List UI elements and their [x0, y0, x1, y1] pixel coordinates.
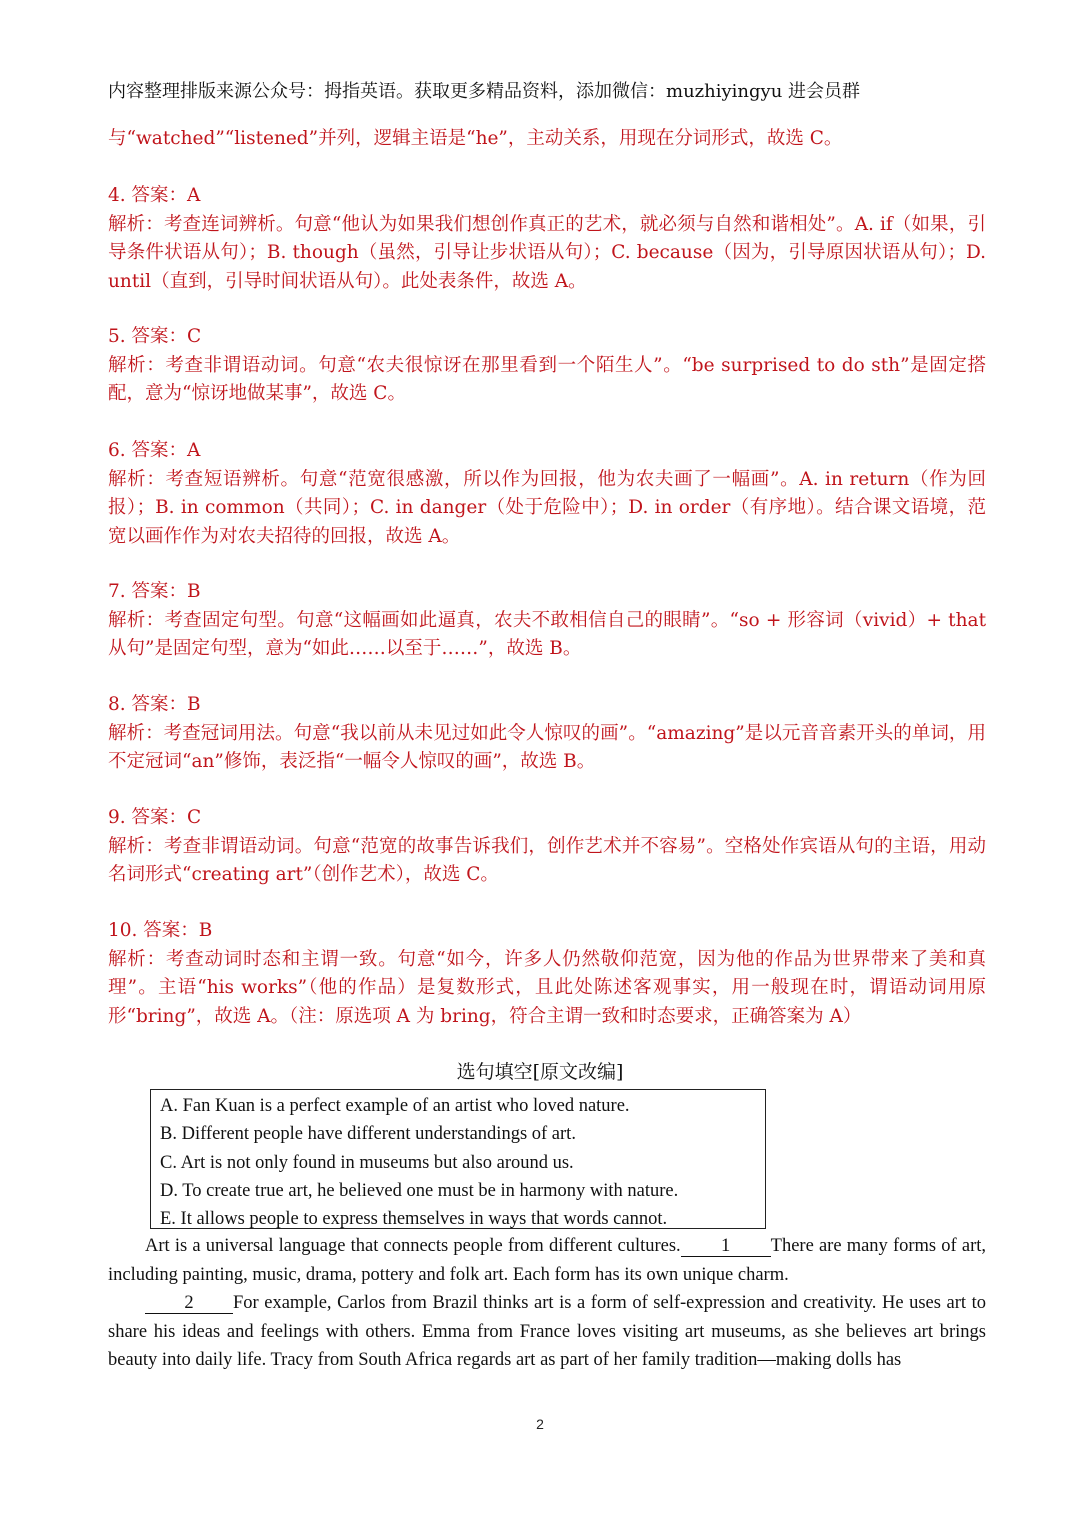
answer-heading: 10. 答案：B: [108, 920, 213, 941]
option-c: C. Art is not only found in museums but also around us.: [160, 1152, 574, 1173]
answer-item-4: [108, 182, 986, 296]
answer-explanation: 解析：考查连词辨析。句意“他认为如果我们想创作真正的艺术，就必须与自然和谐相处”。A. if（如果，引导条件状语从句）；B. though（虽然，引导让步状语从句）；C. because（因为，引导原因状语从句）；D. until（直到，引导时间状语从句）。此处表条件，故选 A。: [108, 213, 986, 292]
answer-heading: 9. 答案：C: [108, 807, 202, 828]
passage-text: For example, Carlos from Brazil thinks art is a form of self-expression and creativity. He uses art to share his ideas and feelings with others. Emma from France loves visiting art museums, as she believes art brings beauty into daily life. Tracy from South Africa regards art as part of her family tradition—making dolls has: [108, 1293, 986, 1370]
answer-explanation: 解析：考查固定句型。句意“这幅画如此逼真，农夫不敢相信自己的眼睛”。“so + 形容词（vivid）+ that 从句”是固定句型，意为“如此……以至于……”，故选 B。: [108, 609, 986, 659]
answer-item-9: [108, 804, 986, 890]
answer-explanation: 解析：考查短语辨析。句意“范宽很感激，所以作为回报，他为农夫画了一幅画”。A. in return（作为回报）；B. in common（共同）；C. in danger（处于危险中）；D. in order（有序地）。结合课文语境，范宽以画作作为对农夫招待的回报，故选 A。: [108, 468, 986, 547]
answer-explanation: 解析：考查动词时态和主谓一致。句意“如今，许多人仍然敬仰范宽，因为他的作品为世界带来了美和真理”。主语“his works”（他的作品）是复数形式，且此处陈述客观事实，用一般现在时，谓语动词用原形“bring”，故选 A。（注：原选项 A 为 bring，符合主谓一致和时态要求，正确答案为 A）: [108, 948, 986, 1027]
answer-heading: 6. 答案：A: [108, 440, 201, 461]
answer-explanation: 解析：考查非谓语动词。句意“农夫很惊讶在那里看到一个陌生人”。“be surprised to do sth”是固定搭配，意为“惊讶地做某事”，故选 C。: [108, 354, 986, 404]
answer-item-10: [108, 917, 986, 1031]
continuation-text: 与“watched”“listened”并列，逻辑主语是“he”，主动关系，用现在分词形式，故选 C。: [108, 128, 843, 149]
option-a: A. Fan Kuan is a perfect example of an artist who loved nature.: [160, 1096, 630, 1116]
passage-text: There are many forms of art, including painting, music, drama, pottery and folk art. Each form has its own unique charm.: [108, 1236, 986, 1285]
answer-heading: 7. 答案：B: [108, 581, 201, 602]
blank-2[interactable]: 2: [145, 1293, 233, 1314]
page-header: 内容整理排版来源公众号：拇指英语。获取更多精品资料，添加微信：muzhiyingyu 进会员群: [108, 81, 861, 102]
blank-1[interactable]: 1: [681, 1236, 771, 1257]
answer-item-6: [108, 437, 986, 551]
answer-explanation: 解析：考查冠词用法。句意“我以前从未见过如此令人惊叹的画”。“amazing”是以元音音素开头的单词，用不定冠词“an”修饰，表泛指“一幅令人惊叹的画”，故选 B。: [108, 722, 986, 772]
answer-heading: 8. 答案：B: [108, 694, 201, 715]
section-title: 选句填空[原文改编]: [456, 1061, 624, 1083]
answer-item-5: [108, 323, 986, 409]
answer-item-7: [108, 578, 986, 664]
option-b: B. Different people have different understandings of art.: [160, 1124, 576, 1145]
option-d: D. To create true art, he believed one must be in harmony with nature.: [160, 1180, 679, 1201]
page-number: 2: [536, 1416, 544, 1432]
passage-paragraph-1: [108, 1232, 986, 1289]
answer-heading: 5. 答案：C: [108, 326, 202, 347]
passage-text: Art is a universal language that connects people from different cultures.: [145, 1236, 681, 1256]
answer-explanation: 解析：考查非谓语动词。句意“范宽的故事告诉我们，创作艺术并不容易”。空格处作宾语从句的主语，用动名词形式“creating art”（创作艺术），故选 C。: [108, 835, 986, 885]
options-box: [150, 1089, 766, 1229]
answer-heading: 4. 答案：A: [108, 185, 201, 206]
option-e: E. It allows people to express themselves in ways that words cannot.: [160, 1209, 668, 1230]
passage-paragraph-2: [108, 1289, 986, 1375]
answer-item-8: [108, 691, 986, 777]
